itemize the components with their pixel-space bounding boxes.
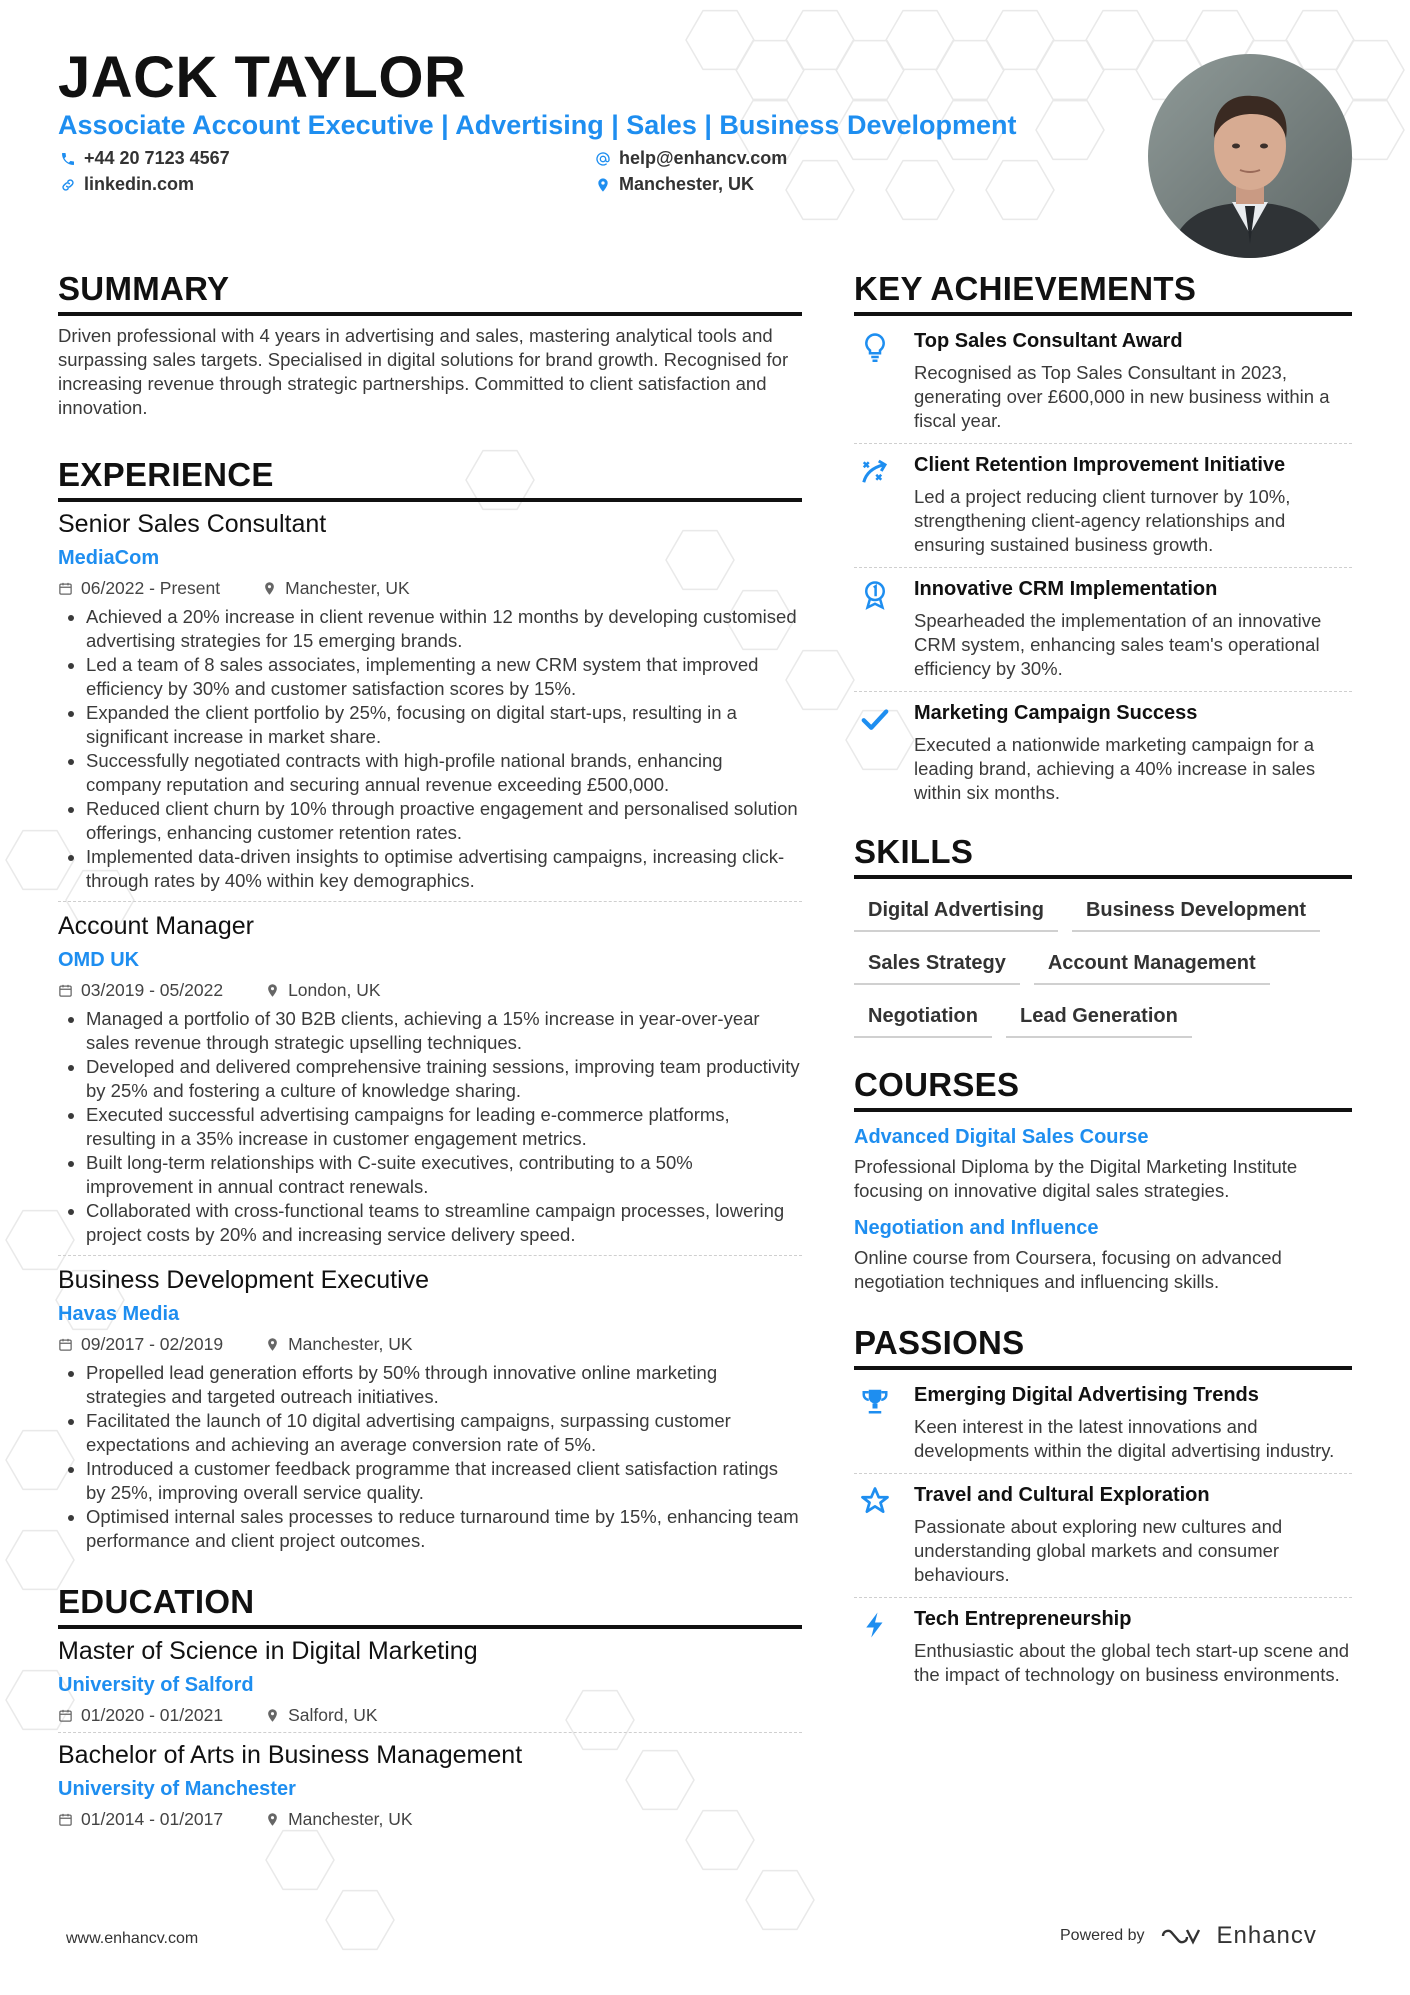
entry-location: Manchester, UK [285, 578, 410, 598]
passions-item-desc: Enthusiastic about the global tech start-up scene and the impact of technology on business environments. [914, 1640, 1350, 1685]
skills-section [854, 833, 1352, 1038]
bullet-item: • Optimised internal sales processes to reduce turnaround time by 15%, enhancing team performance and client project outcomes. [86, 1505, 802, 1553]
courses-section [854, 1066, 1352, 1294]
summary-title: SUMMARY [58, 270, 802, 316]
job-title: Account Manager [58, 912, 254, 940]
trophy-icon [854, 1384, 896, 1463]
bullet-item: • Expanded the client portfolio by 25%, focusing on digital start-ups, resulting in a significant increase in market share. [86, 701, 802, 749]
link-icon [60, 177, 76, 193]
achievement-bullets [58, 1361, 802, 1553]
achievements-item-desc: Executed a nationwide marketing campaign for a leading brand, achieving a 40% increase in sales within six months. [914, 734, 1316, 803]
education-section [58, 1583, 802, 1836]
achievements-item-title: Top Sales Consultant Award [914, 330, 1183, 352]
experience-section [58, 456, 802, 1561]
enhancv-logo-icon [1159, 1924, 1203, 1948]
entry-meta [58, 1809, 802, 1830]
location-text: Manchester, UK [619, 174, 755, 194]
entry-dates: 03/2019 - 05/2022 [81, 980, 224, 1000]
achievements-item-desc: Led a project reducing client turnover by 10%, strengthening client-agency relationships and ensuring sustained business growth. [914, 486, 1291, 555]
contact-location [595, 174, 754, 195]
entry-location: Manchester, UK [288, 1809, 413, 1829]
entry-dates: 01/2020 - 01/2021 [81, 1705, 224, 1725]
bullet-item: • Led a team of 8 sales associates, implementing a new CRM system that improved efficiency by 30% and customer satisfaction scores by 15%. [86, 653, 802, 701]
bullet-item: • Managed a portfolio of 30 B2B clients, achieving a 15% increase in year-over-year sales revenue through strategic upselling techniques. [86, 1007, 802, 1055]
entry-location: Manchester, UK [288, 1334, 413, 1354]
course-entry [854, 1126, 1352, 1203]
phone-text: +44 20 7123 4567 [84, 148, 230, 168]
entry-dates: 06/2022 - Present [81, 578, 221, 598]
entry-meta [58, 1705, 802, 1726]
achievements-item [854, 320, 1352, 444]
location-pin-icon [265, 1708, 280, 1723]
courses-title: COURSES [854, 1066, 1352, 1112]
entry-dates: 09/2017 - 02/2019 [81, 1334, 224, 1354]
passions-section [854, 1324, 1352, 1697]
phone-icon [60, 151, 76, 167]
skill-tag: Negotiation [854, 999, 992, 1038]
job-title: Business Development Executive [58, 1266, 430, 1294]
experience-entry [58, 510, 802, 902]
headline: Associate Account Executive | Advertising | Sales | Business Development [58, 110, 1017, 140]
degree-title: Master of Science in Digital Marketing [58, 1637, 478, 1665]
entry-location: Salford, UK [288, 1705, 378, 1725]
powered-by-label: Powered by [1060, 1927, 1145, 1944]
entry-location: London, UK [288, 980, 381, 1000]
achievements-item-title: Innovative CRM Implementation [914, 578, 1218, 600]
calendar-icon [58, 1337, 73, 1352]
brand-name: Enhancv [1216, 1922, 1317, 1949]
bullet-item: • Built long-term relationships with C-suite executives, contributing to a 50% improvement in annual contract renewals. [86, 1151, 802, 1199]
left-column [58, 270, 802, 1842]
experience-entry [58, 912, 802, 1256]
location-pin-icon [265, 1337, 280, 1352]
education-title: EDUCATION [58, 1583, 802, 1629]
star-icon [854, 1484, 896, 1587]
job-title: Senior Sales Consultant [58, 510, 327, 538]
footer-website[interactable]: www.enhancv.com [66, 1930, 199, 1947]
achievement-bullets [58, 605, 802, 893]
checkmark-icon [854, 702, 896, 805]
achievements-item-title: Client Retention Improvement Initiative [914, 454, 1286, 476]
location-pin-icon [265, 983, 280, 998]
passions-item-title: Tech Entrepreneurship [914, 1608, 1132, 1630]
course-desc: Online course from Coursera, focusing on advanced negotiation techniques and influencing skills. [854, 1247, 1282, 1292]
at-sign-icon [595, 151, 611, 167]
achievements-item [854, 692, 1352, 815]
company-name[interactable]: Havas Media [58, 1303, 180, 1325]
course-title[interactable]: Advanced Digital Sales Course [854, 1126, 1149, 1148]
bullet-item: • Collaborated with cross-functional teams to streamline campaign processes, lowering project costs by 20% and increasing service delivery speed. [86, 1199, 802, 1247]
achievements-section [854, 270, 1352, 815]
achievements-item-desc: Spearheaded the implementation of an innovative CRM system, enhancing sales team's operational efficiency by 30%. [914, 610, 1322, 679]
strategy-arrow-icon [854, 454, 896, 557]
school-name[interactable]: University of Salford [58, 1674, 254, 1696]
lightbulb-icon [854, 330, 896, 433]
location-pin-icon [265, 1812, 280, 1827]
bullet-item: • Facilitated the launch of 10 digital advertising campaigns, surpassing customer expectations and achieving an average conversion rate of 5%. [86, 1409, 802, 1457]
entry-meta [58, 1334, 802, 1355]
skill-tag: Digital Advertising [854, 893, 1058, 932]
entry-meta [58, 578, 802, 599]
email-text: help@enhancv.com [619, 148, 788, 168]
achievements-item [854, 568, 1352, 692]
skill-tag: Business Development [1072, 893, 1320, 932]
passions-item-title: Travel and Cultural Exploration [914, 1484, 1210, 1506]
bullet-item: • Executed successful advertising campaigns for leading e-commerce platforms, resulting in a 35% increase in customer engagement metrics. [86, 1103, 802, 1151]
skills-title: SKILLS [854, 833, 1352, 879]
achievements-title: KEY ACHIEVEMENTS [854, 270, 1352, 316]
achievements-item-title: Marketing Campaign Success [914, 702, 1198, 724]
skill-tag: Sales Strategy [854, 946, 1020, 985]
education-entry [58, 1637, 802, 1733]
bullet-item: • Reduced client churn by 10% through proactive engagement and personalised solution offerings, enhancing customer retention rates. [86, 797, 802, 845]
contact-phone[interactable] [60, 148, 230, 169]
education-entry [58, 1741, 802, 1836]
passions-item-desc: Keen interest in the latest innovations and developments within the digital advertising industry. [914, 1416, 1335, 1461]
calendar-icon [58, 581, 73, 596]
company-name[interactable]: OMD UK [58, 949, 140, 971]
bullet-item: • Implemented data-driven insights to optimise advertising campaigns, increasing click-through rates by 40% within key demographics. [86, 845, 802, 893]
experience-title: EXPERIENCE [58, 456, 802, 502]
course-title[interactable]: Negotiation and Influence [854, 1217, 1099, 1239]
achievements-item-desc: Recognised as Top Sales Consultant in 2023, generating over £600,000 in new business within a fiscal year. [914, 362, 1330, 431]
location-pin-icon [595, 177, 611, 193]
bullet-item: • Propelled lead generation efforts by 50% through innovative online marketing strategies and targeted outreach initiatives. [86, 1361, 802, 1409]
lightning-icon [854, 1608, 896, 1687]
entry-meta [58, 980, 802, 1001]
bullet-item: • Developed and delivered comprehensive training sessions, improving team productivity by 25% and fostering a culture of knowledge sharing. [86, 1055, 802, 1103]
passions-title: PASSIONS [854, 1324, 1352, 1370]
passions-item [854, 1598, 1352, 1697]
contact-email[interactable] [595, 148, 787, 169]
experience-entry [58, 1266, 802, 1561]
location-pin-icon [262, 581, 277, 596]
candidate-name: JACK TAYLOR [58, 45, 467, 110]
award-ribbon-icon [854, 578, 896, 681]
passions-item [854, 1474, 1352, 1598]
calendar-icon [58, 1708, 73, 1723]
school-name[interactable]: University of Manchester [58, 1778, 296, 1800]
passions-item-title: Emerging Digital Advertising Trends [914, 1384, 1259, 1406]
course-desc: Professional Diploma by the Digital Marketing Institute focusing on innovative digital sales strategies. [854, 1156, 1298, 1201]
skill-tag: Account Management [1034, 946, 1270, 985]
entry-dates: 01/2014 - 01/2017 [81, 1809, 224, 1829]
bullet-item: • Achieved a 20% increase in client revenue within 12 months by developing customised advertising strategies for 15 emerging brands. [86, 605, 802, 653]
right-column [854, 270, 1352, 1697]
passions-item [854, 1374, 1352, 1474]
calendar-icon [58, 983, 73, 998]
linkedin-text: linkedin.com [84, 174, 195, 194]
calendar-icon [58, 1812, 73, 1827]
bullet-item: • Successfully negotiated contracts with high-profile national brands, enhancing company reputation and securing annual revenue exceeding £500,000. [86, 749, 802, 797]
company-name[interactable]: MediaCom [58, 547, 160, 569]
degree-title: Bachelor of Arts in Business Management [58, 1741, 523, 1769]
contact-linkedin[interactable] [60, 174, 194, 195]
footer-branding [1060, 1922, 1317, 1950]
passions-item-desc: Passionate about exploring new cultures and understanding global markets and consumer behaviours. [914, 1516, 1283, 1585]
profile-photo [1148, 54, 1352, 258]
achievements-item [854, 444, 1352, 568]
course-entry [854, 1217, 1352, 1294]
skill-tag: Lead Generation [1006, 999, 1192, 1038]
bullet-item: • Introduced a customer feedback programme that increased client satisfaction ratings by 25%, improving overall service quality. [86, 1457, 802, 1505]
summary-text: Driven professional with 4 years in advertising and sales, mastering analytical tools and surpassing sales targets. Specialised in digital solutions for brand growth. Recognised for increasing revenue through strategic partnerships. Committed to client satisfaction and innovation. [58, 325, 789, 418]
achievement-bullets [58, 1007, 802, 1247]
summary-section [58, 270, 802, 420]
